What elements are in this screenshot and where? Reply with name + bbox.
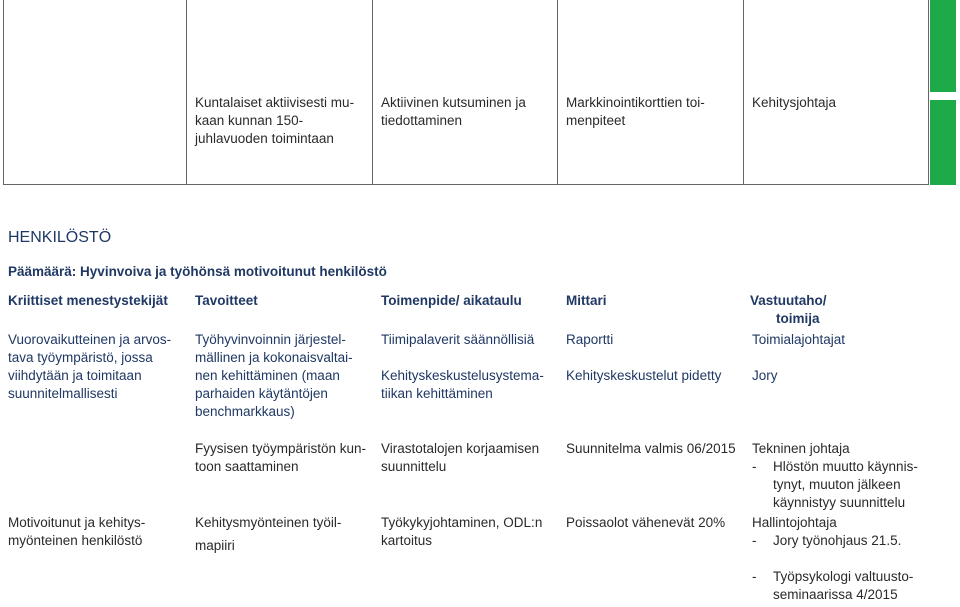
action-text: Kehityskeskustelusystema- tiikan kehittäminen [381, 368, 544, 401]
header-metric: Mittari [566, 293, 607, 308]
action-text: Työkykyjohtaminen, ODL:n kartoitus [381, 515, 543, 548]
list-item: Jory työnohjaus 21.5. [773, 533, 902, 548]
table-border-left [3, 0, 4, 185]
table-border [186, 0, 187, 185]
responsible-text: Jory [752, 368, 778, 383]
list-bullet: - [752, 459, 757, 474]
factor-text: Motivoitunut ja kehitys- myönteinen henkilöstö [8, 515, 146, 548]
metric-text: Raportti [566, 332, 614, 347]
table-border [557, 0, 558, 185]
factor-text: Vuorovaikutteinen ja arvos- tava työympäristö, jossa viihdytään ja toimitaan suunnitelmallisesti [8, 332, 172, 401]
table-border-right [928, 0, 929, 185]
responsible-text: Toimialajohtajat [752, 332, 846, 347]
list-item: Hlöstön muutto käynnis- tynyt, muuton jälkeen käynnistyy suunnittelu [773, 459, 918, 510]
section-title: HENKILÖSTÖ [8, 229, 112, 246]
header-responsible: Vastuutaho/ toimija [750, 293, 827, 326]
list-bullet: - [752, 569, 757, 584]
action-text: Virastotalojen korjaamisen suunnittelu [381, 441, 540, 474]
table-border [743, 0, 744, 185]
header-goals: Tavoitteet [195, 293, 258, 308]
green-accent-bar [930, 100, 956, 185]
top-cell-action: Markkinointikorttien toi- menpiteet [566, 95, 705, 128]
responsible-text: Tekninen johtaja [752, 441, 850, 456]
action-text: Tiimipalaverit säännöllisiä [381, 332, 535, 347]
goal-text: Fyysisen työympäristön kun- toon saattaminen [195, 441, 367, 474]
top-cell-factor: Kuntalaiset aktiivisesti mu- kaan kunnan 150- juhlavuoden toimintaan [195, 95, 355, 146]
metric-text: Kehityskeskustelut pidetty [566, 368, 722, 383]
top-cell-responsible: Kehitysjohtaja [752, 95, 837, 110]
goal-text: Kehitysmyönteinen työil- mapiiri [195, 515, 342, 553]
goal-text: Työhyvinvoinnin järjestel- mällinen ja kokonaisvaltai- nen kehittäminen (maan parhaiden käytäntöjen benchmarkkaus) [195, 332, 353, 419]
table-border-bottom [3, 184, 929, 185]
list-item: Työpsykologi valtuusto- seminaarissa 4/2015 [773, 569, 914, 602]
list-bullet: - [752, 533, 757, 548]
header-critical-factors: Kriittiset menestystekijät [8, 293, 168, 308]
table-border [372, 0, 373, 185]
responsible-text: Hallintojohtaja [752, 515, 837, 530]
section-goal: Päämäärä: Hyvinvoiva ja työhönsä motivoitunut henkilöstö [8, 264, 387, 279]
green-accent-bar [930, 0, 956, 92]
metric-text: Poissaolot vähenevät 20% [566, 515, 726, 530]
top-cell-goal: Aktiivinen kutsuminen ja tiedottaminen [381, 95, 526, 128]
header-actions: Toimenpide/ aikataulu [381, 293, 522, 308]
metric-text: Suunnitelma valmis 06/2015 [566, 441, 736, 456]
